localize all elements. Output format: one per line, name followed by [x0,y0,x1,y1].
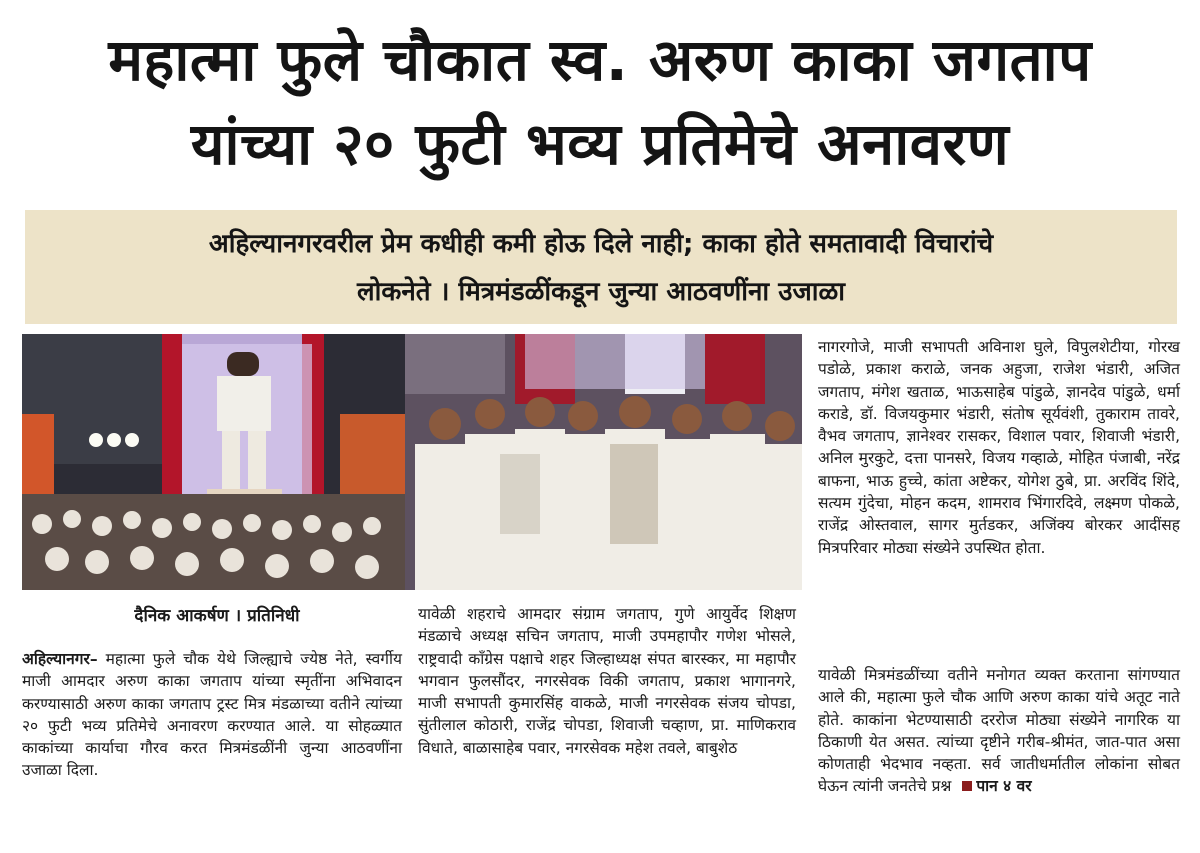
column-3-para-2-text: यावेळी मित्रमंडळींच्या वतीने मनोगत व्यक्त करताना सांगण्यात आले की, महात्मा फुले चौक आणि अरुण काका यांचे अतूट नाते होते. काकांना भेटण्यासाठी दररोज मोठ्या संख्येने नागरिक या ठिकाणी येत असत. त्यांच्या दृष्टीने गरीब-श्रीमंत, जात-पात असा कोणताही भेदभाव नव्हता. सर्व जातीधर्मातील लोकांना सोबत घेऊन त्यांनी जनतेचे प्रश्न [818,666,1180,796]
headline-line-1: महात्मा फुले चौकात स्व. अरुण काका जगताप [108,26,1092,94]
dignitaries-group-photo [405,334,802,590]
continued-on-page: पान ४ वर [976,777,1032,796]
subheadline-box [25,210,1177,324]
statue-crowd-illustration [22,334,405,590]
continued-marker-icon [962,781,972,791]
subheadline-line-1: अहिल्यानगरवरील प्रेम कधीही कमी होऊ दिले नाही; काका होते समतावादी विचारांचे [208,229,994,259]
column-2-text: यावेळी शहराचे आमदार संग्राम जगताप, गुणे आयुर्वेद शिक्षण मंडळाचे अध्यक्ष सचिन जगताप, माजी उपमहापौर गणेश भोसले, राष्ट्रवादी काँग्रेस पक्षाचे शहर जिल्हाध्यक्ष संपत बारस्कर, मा महापौर भगवान फुलसौंदर, नगरसेवक विकी जगताप, प्रकाश भागानगरे, माजी सभापती कुमारसिंह वाकळे, माजी नगरसेवक संजय चोपडा, सुंतीलाल कोठारी, राजेंद्र चोपडा, शिवाजी चव्हाण, प्रा. माणिकराव विधाते, बाळासाहेब पवार, नगरसेवक महेश तवले, बाबुशेठ [418,605,796,757]
byline: दैनिक आकर्षण । प्रतिनिधी [134,606,300,626]
column-3-para-1-text: नागरगोजे, माजी सभापती अविनाश घुले, विपुलशेटीया, गोरख पडोळे, प्रकाश कराळे, जनक अहुजा, राजेश भंडारी, अजित जगताप, मंगेश खताळ, भाऊसाहेब पांडुळे, ज्ञानदेव पांडुळे, धर्मा कराडे, डॉ. विजयकुमार भंडारी, संतोष सूर्यवंशी, तुकाराम तावरे, वैभव जगताप, ज्ञानेश्वर रासकर, विशाल पवार, शिवाजी भंडारी, अनिल मुरकुटे, दत्ता पानसरे, विजय गव्हाळे, मोहित पंजाबी, नरेंद्र बाफना, भाऊ हुच्चे, कांता अष्टेकर, योगेश ठुबे, प्रा. अरविंद शिंदे, सत्यम गुंदेचा, मोहन कदम, शामराव भिंगारदिवे, लक्ष्मण पोकळे, राजेंद्र ओस्तवाल, सागर मुर्तडकर, अजिंक्य बोरकर आदींसह मित्रपरिवार मोठ्या संख्येने उपस्थित होता. [818,338,1180,557]
article-column-1 [22,648,402,782]
subheadline-line-2: लोकनेते । मित्रमंडळींकडून जुन्या आठवणींना उजाळा [357,277,845,307]
dignitaries-illustration [405,334,802,590]
statue-crowd-photo [22,334,405,590]
headline-line-2: यांच्या २० फुटी भव्य प्रतिमेचे अनावरण [190,110,1010,178]
article-column-3-para-1 [818,336,1180,559]
column-1-text: महात्मा फुले चौक येथे जिल्ह्याचे ज्येष्ठ नेते, स्वर्गीय माजी आमदार अरुण काका जगताप यांच्या स्मृतींना अभिवादन करण्यासाठी अरुण काका जगताप ट्रस्ट मित्र मंडळाच्या वतीने त्यांच्या २० फुटी भव्य प्रतिमेचे अनावरण करण्यात आले. या सोहळ्यात काकांच्या कार्याचा गौरव करत मित्रमंडळींनी जुन्या आठवणींना उजाळा दिला. [22,650,402,780]
article-column-2 [418,603,796,759]
headline [0,18,1200,186]
article-column-3-para-2 [818,664,1180,798]
dateline: अहिल्यानगर– [22,650,98,668]
